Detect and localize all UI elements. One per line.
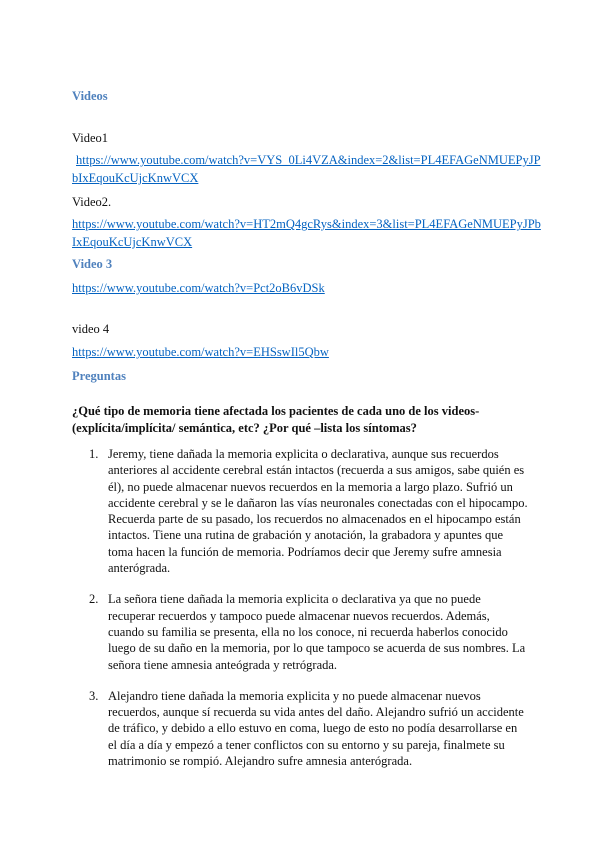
answer-number: 3. bbox=[89, 688, 99, 703]
answer-item bbox=[72, 446, 528, 576]
video4-label: video 4 bbox=[72, 322, 110, 336]
answer-number: 1. bbox=[89, 447, 99, 461]
video1-url-line1[interactable]: https://www.youtube.com/watch?v=VYS_0Li4VZA&index=2&list=PL4EFAGeNMUEPyJP bbox=[76, 153, 541, 167]
answer-item bbox=[72, 591, 528, 672]
answer-item bbox=[72, 688, 528, 769]
video4-link[interactable]: https://www.youtube.com/watch?v=EHSswIl5Qbw bbox=[72, 345, 329, 359]
answer-text: La señora tiene dañada la memoria explicita o declarativa ya que no puede recuperar recuerdos y tampoco puede almacenar nuevos recuerdos. Además, cuando su familia se presenta, ella no los conoce, ni recuerda haberlos conocido luego de su daño en la memoria, por lo que tampoco se acuerda de sus nombres. La señora tiene amnesia anteógrada y retrógrada. bbox=[108, 592, 526, 672]
answers-list bbox=[72, 446, 528, 784]
question-line1: ¿Qué tipo de memoria tiene afectada los pacientes de cada uno de los videos- bbox=[72, 404, 480, 418]
preguntas-heading: Preguntas bbox=[72, 369, 126, 383]
answer-text: Alejandro tiene dañada la memoria explicita y no puede almacenar nuevos recuerdos, aunque sí recuerda su vida antes del daño. Alejandro sufrió un accidente de tráfico, y debido a ello estuvo en coma, luego de esto no podía desarrollarse en el día a día y empezó a tener conflictos con su entorno y su pareja, finalmete su matrimonio se rompió. Alejandro sufre amnesia anterógrada. bbox=[108, 688, 524, 769]
question bbox=[72, 403, 542, 437]
answer-number: 2. bbox=[89, 592, 99, 607]
video2-url-line2[interactable]: IxEqouKcUjcKnwVCX bbox=[72, 235, 193, 249]
video1-url-line2[interactable]: bIxEqouKcUjcKnwVCX bbox=[72, 171, 199, 185]
question-line2: (explícita/implícita/ semántica, etc? ¿Por qué –lista los síntomas? bbox=[72, 421, 417, 435]
video1-link[interactable] bbox=[72, 151, 542, 187]
video2-url-line1[interactable]: https://www.youtube.com/watch?v=HT2mQ4gcRys&index=3&list=PL4EFAGeNMUEPyJPb bbox=[72, 217, 541, 231]
video2-label: Video2. bbox=[72, 195, 112, 209]
video2-link[interactable] bbox=[72, 215, 542, 251]
videos-heading: Videos bbox=[72, 89, 108, 103]
answer-text: Jeremy, tiene dañada la memoria explicita o declarativa, aunque sus recuerdos anteriores al accidente cerebral están intactos (recuerda a sus amigos, sabe quién es él), no puede almacenar nuevos recuerdos en la memoria a largo plazo. Sufrió un accidente cerebral y se le dañaron las vías neuronales conectadas con el hipocampo. Recuerda parte de su pasado, los recuerdos no almacenados en el hipocampo están intactos. Tiene una rutina de grabación y anotación, la grabadora y apuntes que toma hacen la función de memoria. Podríamos decir que Jeremy sufre amnesia anterógrada. bbox=[108, 447, 528, 576]
video3-link[interactable]: https://www.youtube.com/watch?v=Pct2oB6vDSk bbox=[72, 281, 325, 295]
video3-heading: Video 3 bbox=[72, 257, 113, 271]
video1-label: Video1 bbox=[72, 131, 109, 145]
